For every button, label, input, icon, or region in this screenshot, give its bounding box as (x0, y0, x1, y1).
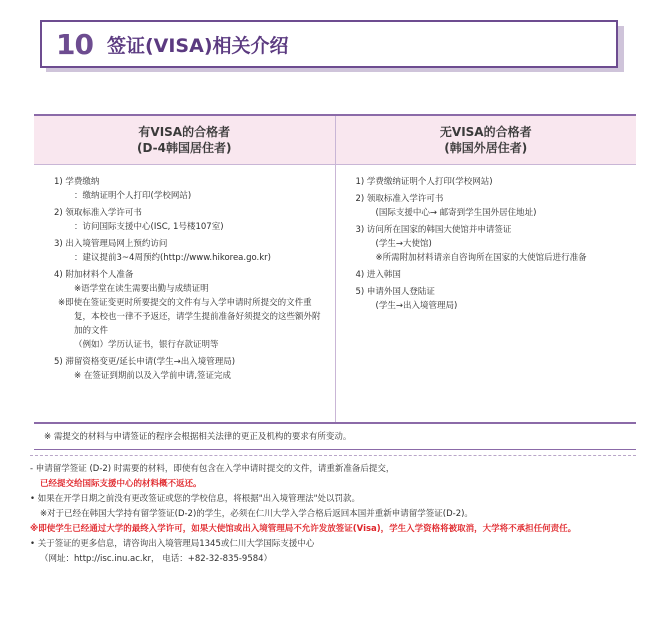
without-visa-steps (335, 165, 637, 422)
note-visa-denied: ※即使学生已经通过大学的最终入学许可，如果大使馆或出入境管理局不允许发放签证(Visa)，学生入学资格将被取消，大学将不承担任何责任。 (30, 524, 577, 534)
with-visa-steps (34, 165, 335, 422)
notes-section (30, 462, 636, 567)
visa-table (34, 114, 636, 424)
note-fine: • 如果在开学日期之前没有更改签证或您的学校信息，将根据"出入境管理法"处以罚款。 (30, 494, 361, 504)
note-documents: - 申请留学签证 (D-2) 时需要的材料，即使有包含在入学申请时提交的文件，请重新准备后提交， (30, 464, 395, 474)
table-header (34, 116, 636, 165)
list-item: 4) 附加材料个人准备 (54, 270, 134, 280)
list-item: 2) 领取标准入学许可书 (355, 194, 444, 204)
section-title: 签证(VISA)相关介绍 (106, 34, 289, 57)
list-item: (学生→出入境管理局) (375, 301, 458, 311)
list-item: 1) 学费缴纳 (54, 177, 100, 187)
divider (30, 455, 636, 456)
list-item: ※ 在签证到期前以及入学前申请,签证完成 (74, 371, 232, 381)
list-item: 1) 学费缴纳证明个人打印(学校网站) (355, 177, 493, 187)
list-item: (国际支援中心→ 邮寄到学生国外居住地址) (375, 208, 537, 218)
header-with-visa: 有VISA的合格者 (D-4韩国居住者) (137, 125, 232, 155)
header-without-visa: 无VISA的合格者 (韩国外居住者) (335, 116, 637, 164)
list-item: 3) 出入境管理局网上预约访问 (54, 239, 168, 249)
table-footnote: ※ 需提交的材料与申请签证的程序会根据相关法律的更正及机构的要求有所变动。 (34, 424, 636, 450)
list-item: 4) 进入韩国 (355, 270, 401, 280)
note-contact: • 关于签证的更多信息，请咨询出入境管理局1345或仁川大学国际支援中心 (30, 539, 315, 549)
note-documents-red: 已经提交给国际支援中心的材料概不返还。 (40, 479, 202, 489)
list-item: 2) 领取标准入学许可书 (54, 208, 142, 218)
section-number: 10 (56, 27, 93, 61)
note-d2-students: ※对于已经在韩国大学持有留学签证(D-2)的学生，必须在仁川大学入学合格后返回本国并重新申请留学签证(D-2)。 (40, 509, 473, 519)
list-item: 5) 滞留资格变更/延长申请(学生→出入境管理局) (54, 357, 236, 367)
list-item: 3) 访问所在国家的韩国大使馆并申请签证 (355, 225, 512, 235)
list-item: ：缴纳证明个人打印(学校网站) (74, 191, 192, 201)
section-title-box (40, 20, 618, 68)
table-body (34, 165, 636, 422)
note-contact-info: （网址：http://isc.inu.ac.kr， 电话：+82-32-835-9584） (40, 554, 273, 564)
list-item: （例如）学历认证书，银行存款证明等 (74, 340, 219, 350)
list-item: (学生→大使馆) (375, 239, 432, 249)
list-item: ：建议提前3~4周预约(http://www.hikorea.go.kr) (74, 253, 271, 263)
list-item: ※即使在签证变更时所要提交的文件有与入学申请时所提交的文件重复，本校也一律不予返还，请学生提前准备好须提交的这些额外附加的文件 (58, 298, 321, 336)
list-item: 5) 申请外国人登陆证 (355, 287, 435, 297)
list-item: ※语学堂在读生需要出勤与成绩证明 (74, 284, 209, 294)
list-item: ：访问国际支援中心(ISC, 1号楼107室) (74, 222, 224, 232)
list-item: ※所需附加材料请亲自咨询所在国家的大使馆后进行准备 (375, 253, 587, 263)
